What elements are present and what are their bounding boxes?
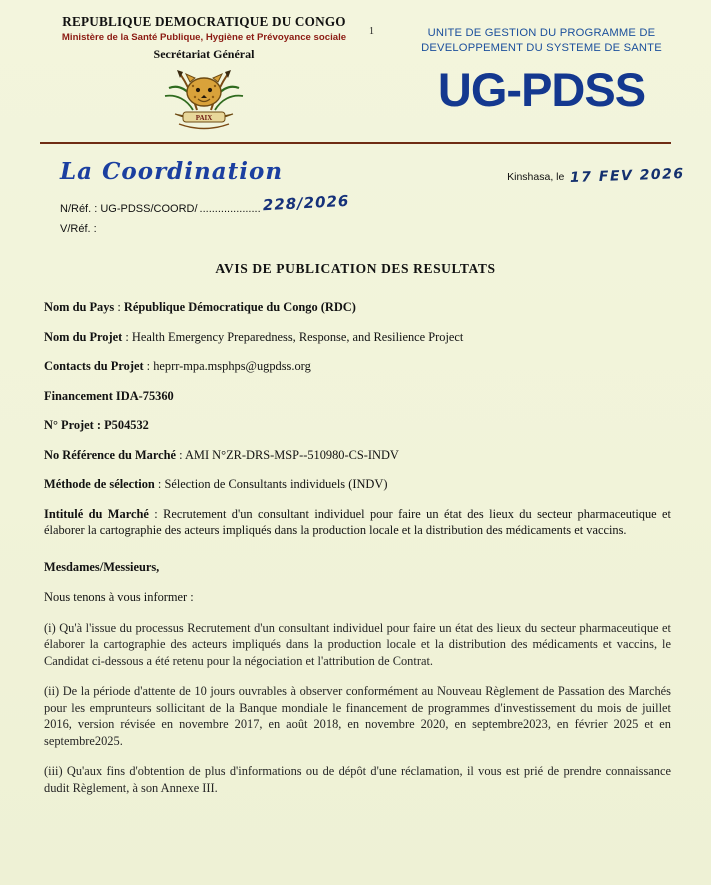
your-reference-line [60, 223, 711, 235]
program-line-1: UNITE DE GESTION DU PROGRAMME DE [427, 27, 656, 39]
field-row [44, 358, 671, 375]
field-value: Sélection de Consultants individuels (INDV) [164, 477, 388, 491]
field-separator: : [154, 477, 165, 491]
field-row [44, 388, 671, 405]
field-value: Health Emergency Preparedness, Response, and Resilience Project [131, 329, 464, 344]
body-paragraph: (i) Qu'à l'issue du processus Recrutement d'un consultant individuel pour faire un état des lieux du secteur pharmaceutique et élaborer la cartographie des acteurs impliqués dans la production locale et la distribution des médicaments et vaccins, le Candidat ci-dessous a été retenu pour la négociation et l'attribution de Contrat. [44, 620, 671, 668]
document-body [0, 299, 711, 796]
program-line-2: DEVELOPPEMENT DU SYSTEME DE SANTE [421, 42, 662, 54]
field-label: Nom du Pays [44, 300, 115, 314]
ministry-block [18, 14, 390, 132]
page-number: 1 [369, 26, 374, 37]
field-row [44, 476, 671, 493]
field-label: Intitulé du Marché [44, 506, 149, 521]
reference-block [0, 185, 711, 235]
field-separator: : [148, 506, 164, 521]
date-handwritten: 17 FEV 2026 [570, 166, 686, 186]
field-value: Recrutement d'un consultant individuel pour faire un état des lieux du secteur pharmaceutique et élaborer la cartographie des acteurs impliqués dans la production locale et la distribution des médicaments et vaccins. [44, 506, 672, 537]
field-row [44, 299, 671, 316]
national-emblem-icon [149, 66, 259, 132]
field-label: N° Projet : P504532 [44, 418, 149, 432]
place-date-block [507, 158, 685, 184]
intro-line: Nous tenons à vous informer : [44, 590, 194, 604]
secretariat-name: Secrétariat Général [153, 47, 255, 61]
field-separator: : [143, 359, 154, 373]
field-label: No Référence du Marché [44, 447, 177, 462]
our-reference-handwritten: 228/2026 [262, 191, 350, 215]
letterhead-header [0, 0, 711, 132]
ministry-name: Ministère de la Santé Publique, Hygiène et Prévoyance sociale [61, 32, 347, 43]
our-reference-label: N/Réf. : UG-PDSS/COORD/ [60, 203, 198, 215]
project-fields [44, 299, 671, 539]
field-value: AMI N°ZR-DRS-MSP--510980-CS-INDV [184, 447, 399, 462]
document-title: AVIS DE PUBLICATION DES RESULTATS [215, 261, 496, 276]
field-label: Méthode de sélection [44, 477, 155, 491]
field-row [44, 329, 671, 346]
coordination-title: La Coordination [60, 158, 284, 185]
your-reference-label: V/Réf. : [60, 223, 97, 235]
salutation: Mesdames/Messieurs, [44, 559, 160, 574]
program-block [390, 14, 693, 132]
our-reference-dots: .................... [199, 203, 261, 215]
field-value: République Démocratique du Congo (RDC) [123, 300, 356, 314]
our-reference-line [60, 191, 711, 215]
svg-text:PAIX: PAIX [195, 114, 213, 122]
field-label: Nom du Projet [44, 329, 123, 344]
field-row [44, 506, 671, 539]
field-value: heprr-mpa.msphps@ugpdss.org [153, 359, 311, 373]
place-label: Kinshasa, le [507, 171, 565, 183]
header-divider [40, 142, 671, 144]
field-separator: : [114, 300, 124, 314]
field-separator: : [176, 447, 185, 462]
ugpdss-logo: UG-PDSS [437, 63, 646, 116]
field-label: Financement IDA-75360 [44, 388, 174, 403]
field-row [44, 447, 671, 464]
body-paragraph: (iii) Qu'aux fins d'obtention de plus d'informations ou de dépôt d'une réclamation, il vous est prié de prendre connaissance dudit Règlement, à son Annexe III. [44, 764, 671, 795]
country-name: REPUBLIQUE DEMOCRATIQUE DU CONGO [62, 14, 346, 29]
field-row [44, 417, 671, 434]
coordination-row [0, 158, 711, 185]
body-paragraph: (ii) De la période d'attente de 10 jours ouvrables à observer conformément au Nouveau Règlement de Passation des Marchés pour les emprunteurs sollicitant de la Banque mondiale le financement de programmes d'investissement du mois de juillet 2016, version révisée en novembre 2017, en août 2018, en novembre 2020, en septembre2023, en février 2025 et en septembre2025. [44, 684, 671, 748]
field-separator: : [122, 329, 132, 344]
body-paragraphs [44, 620, 671, 797]
field-label: Contacts du Projet [44, 359, 144, 373]
